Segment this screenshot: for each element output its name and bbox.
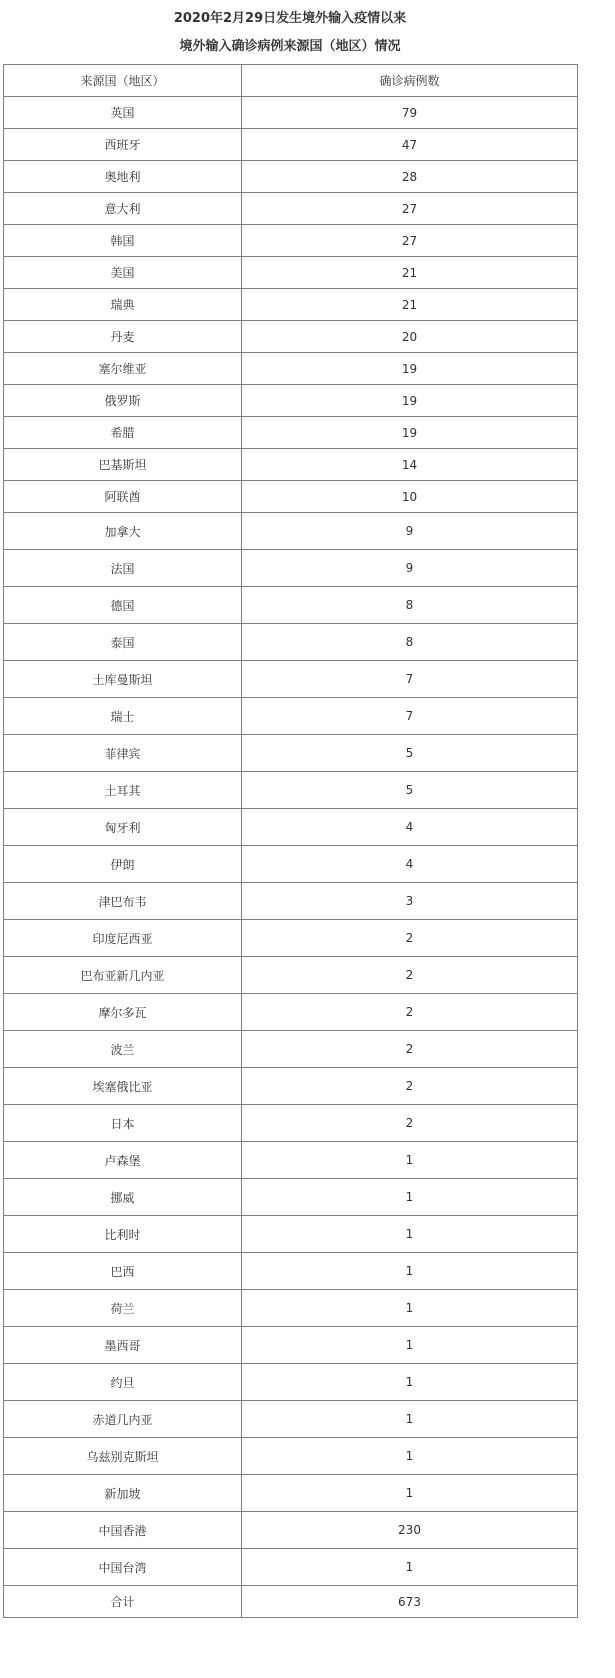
confirmed-cases-cell: 7 [242,661,578,698]
country-region-cell: 比利时 [4,1216,242,1253]
table-row [4,1105,578,1142]
confirmed-cases-cell: 5 [242,735,578,772]
confirmed-cases-cell: 2 [242,994,578,1031]
table-row [4,1216,578,1253]
confirmed-cases-cell: 1 [242,1549,578,1586]
confirmed-cases-cell: 9 [242,513,578,550]
table-row [4,624,578,661]
confirmed-cases-cell: 21 [242,289,578,321]
country-region-cell: 中国香港 [4,1512,242,1549]
table-row [4,289,578,321]
table-row [4,1142,578,1179]
country-region-cell: 巴布亚新几内亚 [4,957,242,994]
table-row [4,1475,578,1512]
country-region-cell: 阿联酋 [4,481,242,513]
confirmed-cases-cell: 10 [242,481,578,513]
table-row [4,481,578,513]
table-row [4,417,578,449]
table-row [4,1327,578,1364]
table-row [4,661,578,698]
country-region-cell: 中国台湾 [4,1549,242,1586]
table-row [4,97,578,129]
confirmed-cases-cell: 21 [242,257,578,289]
country-region-cell: 法国 [4,550,242,587]
country-region-cell: 瑞典 [4,289,242,321]
title-block [0,0,580,56]
table-row [4,698,578,735]
country-region-cell: 乌兹别克斯坦 [4,1438,242,1475]
page-title-line-2: 境外输入确诊病例来源国（地区）情况 [179,39,401,54]
table-row [4,1068,578,1105]
country-region-cell: 土耳其 [4,772,242,809]
country-region-cell: 波兰 [4,1031,242,1068]
imported-cases-table [3,64,578,1618]
confirmed-cases-cell: 20 [242,321,578,353]
table-row [4,587,578,624]
confirmed-cases-cell: 230 [242,1512,578,1549]
confirmed-cases-cell: 4 [242,846,578,883]
country-region-cell: 瑞士 [4,698,242,735]
confirmed-cases-cell: 47 [242,129,578,161]
confirmed-cases-cell: 2 [242,1105,578,1142]
country-region-cell: 韩国 [4,225,242,257]
table-row [4,385,578,417]
confirmed-cases-cell: 673 [242,1586,578,1618]
confirmed-cases-cell: 1 [242,1401,578,1438]
country-region-cell: 新加坡 [4,1475,242,1512]
country-region-cell: 泰国 [4,624,242,661]
confirmed-cases-cell: 8 [242,624,578,661]
country-region-cell: 俄罗斯 [4,385,242,417]
country-region-cell: 菲律宾 [4,735,242,772]
table-header-row [4,65,578,97]
table-row [4,193,578,225]
table-row [4,1512,578,1549]
country-region-cell: 西班牙 [4,129,242,161]
table-row [4,1549,578,1586]
confirmed-cases-cell: 19 [242,417,578,449]
confirmed-cases-cell: 1 [242,1364,578,1401]
confirmed-cases-cell: 28 [242,161,578,193]
total-row [4,1586,578,1618]
country-region-cell: 赤道几内亚 [4,1401,242,1438]
country-region-cell: 奥地利 [4,161,242,193]
table-row [4,257,578,289]
table-row [4,1290,578,1327]
table-row [4,321,578,353]
table-row [4,772,578,809]
table-row [4,957,578,994]
confirmed-cases-cell: 1 [242,1475,578,1512]
table-row [4,883,578,920]
confirmed-cases-cell: 27 [242,193,578,225]
country-region-cell: 塞尔维亚 [4,353,242,385]
page-title-line-1: 2020年2月29日发生境外输入疫情以来 [173,11,407,26]
table-row [4,846,578,883]
country-region-cell: 希腊 [4,417,242,449]
table-row [4,994,578,1031]
country-region-cell: 美国 [4,257,242,289]
country-region-cell: 合计 [4,1586,242,1618]
confirmed-cases-cell: 2 [242,957,578,994]
table-row [4,1438,578,1475]
table-row [4,1401,578,1438]
header-confirmed-cases: 确诊病例数 [242,65,578,97]
country-region-cell: 墨西哥 [4,1327,242,1364]
confirmed-cases-cell: 1 [242,1253,578,1290]
confirmed-cases-cell: 1 [242,1216,578,1253]
country-region-cell: 日本 [4,1105,242,1142]
country-region-cell: 巴基斯坦 [4,449,242,481]
table-row [4,353,578,385]
country-region-cell: 津巴布韦 [4,883,242,920]
confirmed-cases-cell: 27 [242,225,578,257]
confirmed-cases-cell: 3 [242,883,578,920]
confirmed-cases-cell: 1 [242,1327,578,1364]
country-region-cell: 匈牙利 [4,809,242,846]
country-region-cell: 德国 [4,587,242,624]
table-row [4,161,578,193]
table-row [4,129,578,161]
confirmed-cases-cell: 2 [242,920,578,957]
confirmed-cases-cell: 2 [242,1068,578,1105]
country-region-cell: 土库曼斯坦 [4,661,242,698]
country-region-cell: 丹麦 [4,321,242,353]
confirmed-cases-cell: 4 [242,809,578,846]
table-row [4,920,578,957]
country-region-cell: 约旦 [4,1364,242,1401]
country-region-cell: 英国 [4,97,242,129]
country-region-cell: 挪威 [4,1179,242,1216]
table-row [4,1253,578,1290]
table-row [4,1179,578,1216]
country-region-cell: 卢森堡 [4,1142,242,1179]
country-region-cell: 巴西 [4,1253,242,1290]
country-region-cell: 伊朗 [4,846,242,883]
table-row [4,225,578,257]
table-row [4,1031,578,1068]
confirmed-cases-cell: 1 [242,1179,578,1216]
table-row [4,735,578,772]
confirmed-cases-cell: 2 [242,1031,578,1068]
country-region-cell: 加拿大 [4,513,242,550]
table-row [4,550,578,587]
confirmed-cases-cell: 14 [242,449,578,481]
table-row [4,809,578,846]
confirmed-cases-cell: 8 [242,587,578,624]
confirmed-cases-cell: 1 [242,1142,578,1179]
confirmed-cases-cell: 19 [242,353,578,385]
table-row [4,513,578,550]
confirmed-cases-cell: 5 [242,772,578,809]
confirmed-cases-cell: 1 [242,1438,578,1475]
country-region-cell: 意大利 [4,193,242,225]
table-row [4,1364,578,1401]
country-region-cell: 印度尼西亚 [4,920,242,957]
confirmed-cases-cell: 1 [242,1290,578,1327]
confirmed-cases-cell: 79 [242,97,578,129]
header-country-region: 来源国（地区） [4,65,242,97]
country-region-cell: 埃塞俄比亚 [4,1068,242,1105]
confirmed-cases-cell: 19 [242,385,578,417]
country-region-cell: 摩尔多瓦 [4,994,242,1031]
country-region-cell: 荷兰 [4,1290,242,1327]
table-row [4,449,578,481]
confirmed-cases-cell: 7 [242,698,578,735]
confirmed-cases-cell: 9 [242,550,578,587]
